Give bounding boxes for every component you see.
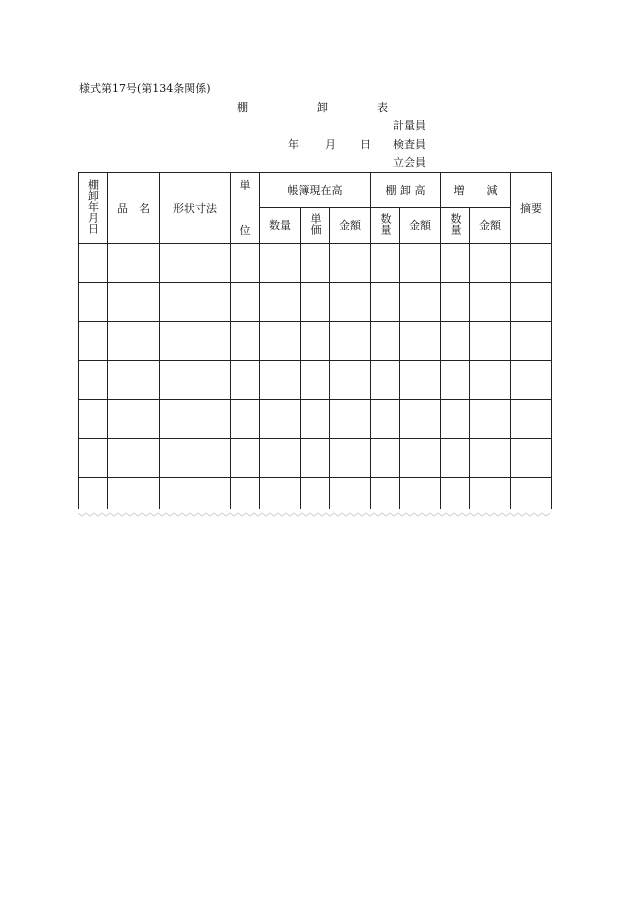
table-cell[interactable]: [400, 439, 441, 478]
table-cell[interactable]: [231, 439, 260, 478]
torn-edge: [78, 511, 552, 519]
table-cell[interactable]: [441, 478, 470, 509]
header-remarks: 摘要: [511, 173, 552, 244]
header-inv-qty: 数量: [371, 208, 400, 244]
table-cell[interactable]: [371, 322, 400, 361]
table-cell[interactable]: [79, 439, 108, 478]
table-cell[interactable]: [371, 283, 400, 322]
table-cell[interactable]: [108, 478, 160, 509]
table-row: [79, 439, 552, 478]
table-cell[interactable]: [231, 478, 260, 509]
table-cell[interactable]: [231, 322, 260, 361]
table-body: [79, 244, 552, 509]
table-cell[interactable]: [330, 283, 371, 322]
table-cell[interactable]: [160, 400, 231, 439]
table-row: [79, 478, 552, 509]
table-cell[interactable]: [511, 244, 552, 283]
table-cell[interactable]: [160, 244, 231, 283]
table-cell[interactable]: [79, 322, 108, 361]
table-cell[interactable]: [470, 361, 511, 400]
table-cell[interactable]: [108, 322, 160, 361]
table-cell[interactable]: [511, 400, 552, 439]
role-inspector: 検査員: [393, 138, 426, 151]
table-cell[interactable]: [231, 361, 260, 400]
table-cell[interactable]: [79, 244, 108, 283]
header-change: 増 減: [441, 173, 511, 208]
header-inv-amount: 金額: [400, 208, 441, 244]
role-weigher: 計量員: [393, 119, 426, 132]
table-cell[interactable]: [371, 439, 400, 478]
table-cell[interactable]: [330, 322, 371, 361]
table-cell[interactable]: [441, 439, 470, 478]
table-cell[interactable]: [260, 283, 301, 322]
table-cell[interactable]: [400, 283, 441, 322]
table-row: [79, 361, 552, 400]
table-cell[interactable]: [108, 361, 160, 400]
title-char-2: 卸: [317, 101, 328, 114]
table-cell[interactable]: [260, 439, 301, 478]
table-cell[interactable]: [470, 322, 511, 361]
table-cell[interactable]: [79, 400, 108, 439]
table-cell[interactable]: [108, 244, 160, 283]
table-cell[interactable]: [470, 400, 511, 439]
table-cell[interactable]: [301, 439, 330, 478]
table-cell[interactable]: [330, 439, 371, 478]
header-unit: [231, 173, 260, 244]
table-cell[interactable]: [371, 244, 400, 283]
table-cell[interactable]: [301, 283, 330, 322]
header-unit-bottom: 位: [239, 224, 251, 237]
table-cell[interactable]: [260, 400, 301, 439]
header-inventory-balance: 棚 卸 高: [371, 173, 441, 208]
table-cell[interactable]: [441, 322, 470, 361]
header-book-qty: 数量: [260, 208, 301, 244]
title-char-3: 表: [377, 101, 388, 114]
table-cell[interactable]: [301, 244, 330, 283]
table-cell[interactable]: [160, 322, 231, 361]
table-cell[interactable]: [79, 478, 108, 509]
table-cell[interactable]: [400, 361, 441, 400]
table-cell[interactable]: [371, 478, 400, 509]
table-cell[interactable]: [108, 283, 160, 322]
table-cell[interactable]: [330, 361, 371, 400]
table-cell[interactable]: [441, 400, 470, 439]
table-cell[interactable]: [108, 439, 160, 478]
table-cell[interactable]: [301, 361, 330, 400]
table-cell[interactable]: [108, 400, 160, 439]
table-cell[interactable]: [160, 361, 231, 400]
header-item-name: 品 名: [108, 173, 160, 244]
table-cell[interactable]: [231, 244, 260, 283]
table-cell[interactable]: [231, 283, 260, 322]
table-cell[interactable]: [400, 322, 441, 361]
table-cell[interactable]: [511, 478, 552, 509]
header-shape-size: 形状寸法: [160, 173, 231, 244]
date-month: 月: [325, 138, 336, 151]
table-cell[interactable]: [260, 478, 301, 509]
table-row: [79, 322, 552, 361]
table-cell[interactable]: [260, 322, 301, 361]
table-cell[interactable]: [511, 439, 552, 478]
table-cell[interactable]: [301, 400, 330, 439]
header-inventory-date: 棚卸年月日: [79, 173, 108, 244]
table-cell[interactable]: [79, 283, 108, 322]
table-cell[interactable]: [160, 478, 231, 509]
table-row: [79, 400, 552, 439]
table-cell[interactable]: [330, 478, 371, 509]
table-cell[interactable]: [400, 400, 441, 439]
table-cell[interactable]: [441, 283, 470, 322]
table-cell[interactable]: [301, 322, 330, 361]
table-cell[interactable]: [400, 244, 441, 283]
form-label: 様式第17号(第134条関係): [79, 82, 211, 95]
table-cell[interactable]: [511, 361, 552, 400]
table-cell[interactable]: [441, 361, 470, 400]
date-year: 年: [288, 138, 299, 151]
title-char-1: 棚: [237, 101, 248, 114]
table-cell[interactable]: [160, 283, 231, 322]
header-unit-top: 単: [239, 179, 251, 192]
table-cell[interactable]: [470, 283, 511, 322]
table-cell[interactable]: [470, 244, 511, 283]
table-row: [79, 283, 552, 322]
date-day: 日: [360, 138, 371, 151]
table-cell[interactable]: [371, 400, 400, 439]
table-cell[interactable]: [441, 244, 470, 283]
table-cell[interactable]: [301, 478, 330, 509]
table-cell[interactable]: [260, 361, 301, 400]
table-row: [79, 244, 552, 283]
header-change-qty: 数量: [441, 208, 470, 244]
table-cell[interactable]: [470, 439, 511, 478]
inventory-table: [78, 172, 552, 509]
header-change-amount: 金額: [470, 208, 511, 244]
table-cell[interactable]: [79, 361, 108, 400]
role-witness: 立会員: [393, 156, 426, 169]
table-cell[interactable]: [231, 400, 260, 439]
table-cell[interactable]: [371, 361, 400, 400]
header-book-amount: 金額: [330, 208, 371, 244]
header-book-unit-price: 単価: [301, 208, 330, 244]
table-cell[interactable]: [160, 439, 231, 478]
header-book-balance: 帳簿現在高: [260, 173, 371, 208]
table-cell[interactable]: [330, 400, 371, 439]
table-cell[interactable]: [260, 244, 301, 283]
table-cell[interactable]: [511, 322, 552, 361]
table-cell[interactable]: [330, 244, 371, 283]
table-cell[interactable]: [511, 283, 552, 322]
table-cell[interactable]: [400, 478, 441, 509]
table-cell[interactable]: [470, 478, 511, 509]
